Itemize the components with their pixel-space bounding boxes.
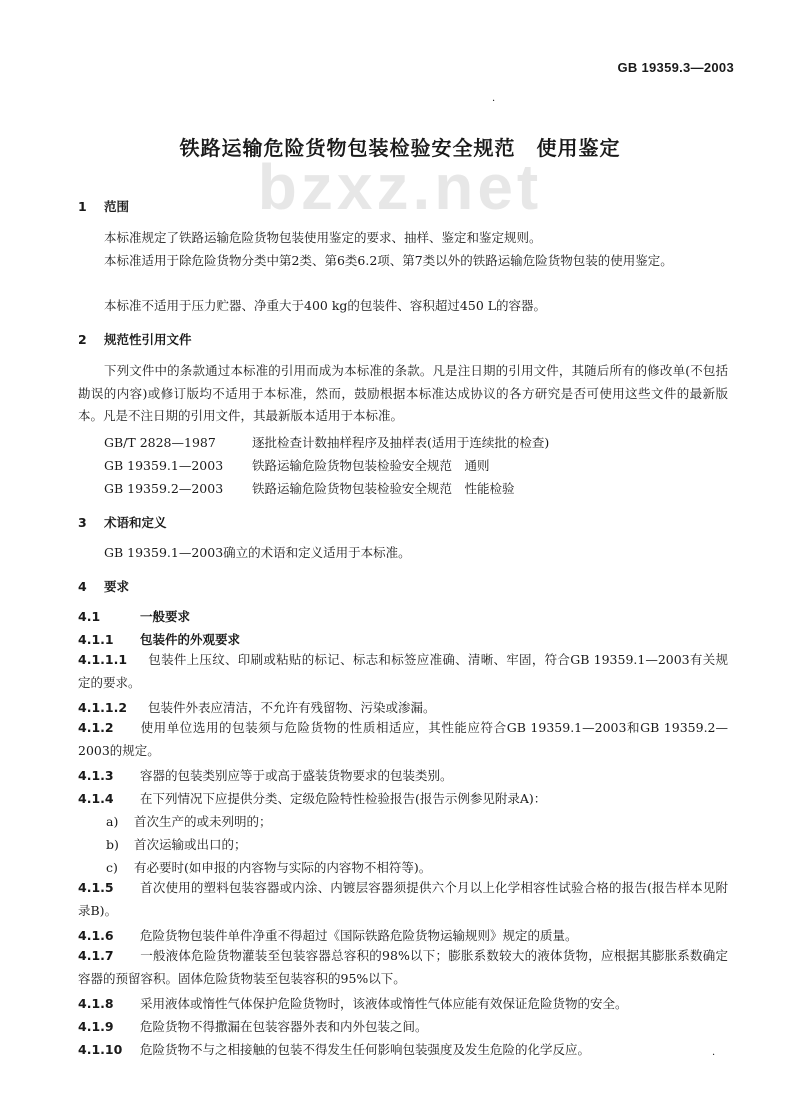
section-number: 4 <box>78 579 87 594</box>
clause-number: 4.1.10 <box>78 1042 123 1057</box>
clause-text: 包装件的外观要求 <box>140 632 241 647</box>
speck: · <box>712 1050 716 1061</box>
clause-text: 危险货物不得撒漏在包装容器外表和内外包装之间。 <box>140 1019 428 1034</box>
list-item <box>106 858 756 876</box>
reference-title: 铁路运输危险货物包装检验安全规范 性能检验 <box>252 481 515 496</box>
section-heading-scope <box>78 197 129 215</box>
clause-text: 使用单位选用的包装须与危险货物的性质相适应，其性能应符合GB 19359.1—2003和GB 19359.2—2003的规定。 <box>78 720 728 758</box>
list-marker: c) <box>106 860 118 875</box>
section-heading-terms <box>78 513 167 531</box>
clause-text: 危险货物包装件单件净重不得超过《国际铁路危险货物运输规则》规定的质量。 <box>140 928 578 943</box>
section-number: 3 <box>78 515 87 530</box>
clause-number: 4.1.9 <box>78 1019 114 1034</box>
clause-4-1-7 <box>78 945 728 990</box>
list-item <box>106 812 756 830</box>
clause-text: 一般要求 <box>140 609 191 624</box>
section-title: 要求 <box>104 579 130 594</box>
clause-text: 包装件外表应清洁，不允许有残留物、污染或渗漏。 <box>148 700 436 715</box>
section-heading-normative-references <box>78 330 192 348</box>
clause-number: 4.1.3 <box>78 768 114 783</box>
clause-4-1-1-1 <box>78 649 728 694</box>
clause-number: 4.1.8 <box>78 996 114 1011</box>
clause-text: 一般液体危险货物灌装至包装容器总容积的98%以下；膨胀系数较大的液体货物，应根据其膨胀系数确定容器的预留容积。固体危险货物装至包装容积的95%以下。 <box>78 948 728 986</box>
reference-title: 铁路运输危险货物包装检验安全规范 通则 <box>252 458 490 473</box>
clause-text: 采用液体或惰性气体保护危险货物时，该液体或惰性气体应能有效保证危险货物的安全。 <box>140 996 628 1011</box>
reference-title: 逐批检查计数抽样程序及抽样表(适用于连续批的检查) <box>252 435 550 450</box>
reference-code: GB 19359.1—2003 <box>104 458 224 473</box>
watermark: bzxz.net <box>257 151 543 223</box>
list-marker: a) <box>106 814 119 829</box>
clause-number: 4.1.5 <box>78 880 114 895</box>
clause-4-1-2 <box>78 717 728 762</box>
clause-4-1-3 <box>78 766 728 784</box>
reference-item <box>104 456 754 474</box>
section-title: 术语和定义 <box>104 515 167 530</box>
clause-number: 4.1.1 <box>78 632 114 647</box>
document-title: 铁路运输危险货物包装检验安全规范 使用鉴定 <box>179 136 621 160</box>
scope-paragraph-3: 本标准不适用于压力贮器、净重大于400 kg的包装件、容积超过450 L的容器。 <box>104 298 547 313</box>
clause-number: 4.1.4 <box>78 791 114 806</box>
list-text: 首次运输或出口的； <box>134 837 247 852</box>
clause-4-1 <box>78 607 728 625</box>
clause-text: 在下列情况下应提供分类、定级危险特性检验报告(报告示例参见附录A)： <box>140 791 547 806</box>
speck: · <box>492 96 496 107</box>
reference-code: GB/T 2828—1987 <box>104 435 216 450</box>
clause-text: 包装件上压纹、印刷或粘贴的标记、标志和标签应准确、清晰、牢固，符合GB 19359.1—2003有关规定的要求。 <box>78 652 728 690</box>
section-title: 范围 <box>104 199 130 214</box>
section-number: 2 <box>78 332 87 347</box>
clause-number: 4.1 <box>78 609 101 624</box>
section-number: 1 <box>78 199 87 214</box>
terms-paragraph: GB 19359.1—2003确立的术语和定义适用于本标准。 <box>104 545 411 560</box>
list-text: 有必要时(如申报的内容物与实际的内容物不相符等)。 <box>134 860 432 875</box>
clause-number: 4.1.1.1 <box>78 652 128 667</box>
list-text: 首次生产的或未列明的； <box>134 814 272 829</box>
clause-number: 4.1.7 <box>78 948 114 963</box>
section-title: 规范性引用文件 <box>104 332 192 347</box>
clause-number: 4.1.1.2 <box>78 700 128 715</box>
clause-4-1-1 <box>78 630 728 648</box>
clause-4-1-4 <box>78 789 728 807</box>
reference-item <box>104 433 754 451</box>
scope-paragraph-2: 本标准适用于除危险货物分类中第2类、第6类6.2项、第7类以外的铁路运输危险货物包装的使用鉴定。 <box>104 253 673 268</box>
clause-text: 危险货物不与之相接触的包装不得发生任何影响包装强度及发生危险的化学反应。 <box>140 1042 591 1057</box>
clause-4-1-9 <box>78 1017 728 1035</box>
clause-4-1-10 <box>78 1040 728 1058</box>
standard-code: GB 19359.3—2003 <box>617 60 734 75</box>
clause-number: 4.1.2 <box>78 720 114 735</box>
clause-number: 4.1.6 <box>78 928 114 943</box>
clause-4-1-1-2 <box>78 698 728 716</box>
list-marker: b) <box>106 837 119 852</box>
list-item <box>106 835 756 853</box>
clause-text: 首次使用的塑料包装容器或内涂、内镀层容器须提供六个月以上化学相容性试验合格的报告(报告样本见附录B)。 <box>78 880 728 918</box>
reference-code: GB 19359.2—2003 <box>104 481 224 496</box>
reference-item <box>104 479 754 497</box>
normative-intro: 下列文件中的条款通过本标准的引用而成为本标准的条款。凡是注日期的引用文件，其随后所有的修改单(不包括勘误的内容)或修订版均不适用于本标准，然而，鼓励根据本标准达成协议的各方研究是否可使用这些文件的最新版本。凡是不注日期的引用文件，其最新版本适用于本标准。 <box>78 363 728 423</box>
clause-4-1-6 <box>78 926 728 944</box>
clause-4-1-8 <box>78 994 728 1012</box>
section-heading-requirements <box>78 577 129 595</box>
clause-text: 容器的包装类别应等于或高于盛装货物要求的包装类别。 <box>140 768 453 783</box>
clause-4-1-5 <box>78 877 728 922</box>
scope-paragraph-1: 本标准规定了铁路运输危险货物包装使用鉴定的要求、抽样、鉴定和鉴定规则。 <box>104 230 542 245</box>
